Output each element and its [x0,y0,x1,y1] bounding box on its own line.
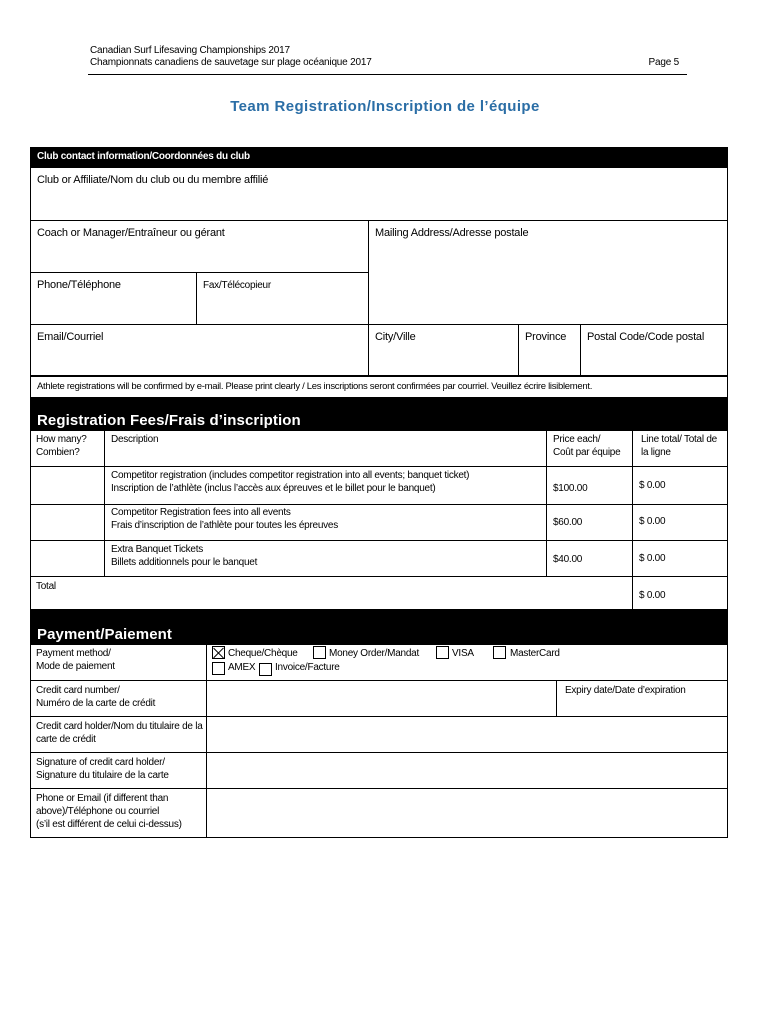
alt-contact-label-1: Phone or Email (if different than [36,793,169,804]
signature-label-fr: Signature du titulaire de la carte [36,770,169,781]
phone-field[interactable] [31,295,195,323]
fee-line-total: $ 0.00 [639,480,666,491]
fee-desc-fr: Inscription de l’athlète (inclus l’accès aux épreuves et le billet pour le banquet) [111,483,436,494]
money-order-checkbox[interactable] [313,646,326,659]
fee-line-total: $ 0.00 [639,516,666,527]
club-name-field[interactable] [31,190,727,219]
document-header [90,45,685,69]
payment-method-label-fr: Mode de paiement [36,661,115,672]
fee-desc-fr: Frais d’inscription de l’athlète pour toutes les épreuves [111,520,338,531]
visa-option-label: VISA [452,648,474,659]
email-field[interactable] [31,347,367,375]
alt-contact-label-2: above)/Téléphone ou courriel [36,806,160,817]
invoice-option-label: Invoice/Facture [275,662,340,673]
fee-desc-fr: Billets additionnels pour le banquet [111,557,258,568]
signature-label-en: Signature of credit card holder/ [36,757,165,768]
grand-total-value: $ 0.00 [639,590,666,601]
postal-code-field[interactable] [581,347,727,375]
quantity-input-banquet[interactable] [31,541,103,575]
col-price-fr: Coût par équipe [553,447,621,458]
fax-field[interactable] [197,295,367,323]
club-contact-bar [30,147,728,167]
fee-desc-en: Extra Banquet Tickets [111,544,204,555]
col-line-total-en: Line total/ Total de [641,434,717,445]
fee-desc-en: Competitor Registration fees into all events [111,507,291,518]
card-holder-label-en: Credit card holder/Nom du titulaire de la [36,721,203,732]
card-number-field[interactable] [207,681,555,715]
expiry-date-field[interactable] [557,699,727,715]
alt-contact-label-3: (s’il est différent de celui ci-dessus) [36,819,182,830]
row-divider [30,220,728,221]
fees-heading: Registration Fees/Frais d’inscription [37,412,301,429]
alt-contact-field[interactable] [207,789,727,837]
visa-checkbox[interactable] [436,646,449,659]
postal-code-label: Postal Code/Code postal [587,331,705,343]
page-title: Team Registration/Inscription de l’équipe [230,98,540,115]
email-label: Email/Courriel [37,331,104,343]
col-how-many-en: How many? [36,434,87,445]
cheque-checkbox[interactable] [212,646,225,659]
header-title-en: Canadian Surf Lifesaving Championships 2017 [90,45,290,56]
row-divider [30,324,728,325]
row-divider [30,576,728,577]
fee-desc-en: Competitor registration (includes competitor registration into all events; banquet ticket) [111,470,470,481]
payment-method-label-en: Payment method/ [36,648,111,659]
header-title-fr: Championnats canadiens de sauvetage sur plage océanique 2017 [90,57,372,68]
confirmation-note: Athlete registrations will be confirmed by e-mail. Please print clearly / Les inscriptions seront confirmées par courriel. Veuillez écrire lisiblement. [37,381,593,392]
col-divider [546,430,547,576]
money-order-option-label: Money Order/Mandat [329,648,419,659]
amex-checkbox[interactable] [212,662,225,675]
col-how-many-fr: Combien? [36,447,80,458]
fee-price: $40.00 [553,554,583,565]
row-divider [30,466,728,467]
col-divider [632,430,633,610]
amex-option-label: AMEX [228,662,256,673]
fees-bar [30,398,728,430]
coach-field[interactable] [31,243,367,271]
expiry-date-label: Expiry date/Date d’expiration [565,685,686,696]
payment-heading: Payment/Paiement [37,626,172,643]
fee-price: $60.00 [553,517,583,528]
header-divider [88,74,687,75]
total-label: Total [36,581,56,592]
mastercard-option-label: MasterCard [510,648,560,659]
province-field[interactable] [519,347,579,375]
signature-field[interactable] [207,753,727,787]
card-holder-label-fr: carte de crédit [36,734,96,745]
quantity-input-competitor[interactable] [31,467,103,503]
city-label: City/Ville [375,331,416,343]
cheque-option-label: Cheque/Chèque [228,648,298,659]
col-divider [104,430,105,576]
card-holder-field[interactable] [207,717,727,751]
mailing-address-label: Mailing Address/Adresse postale [375,227,529,239]
club-contact-heading: Club contact information/Coordonnées du club [37,151,250,162]
col-line-total-fr: la ligne [641,447,671,458]
col-price-en: Price each/ [553,434,601,445]
fax-label: Fax/Télécopieur [203,280,271,291]
card-number-label-fr: Numéro de la carte de crédit [36,698,156,709]
invoice-checkbox[interactable] [259,663,272,676]
mailing-address-field[interactable] [369,243,727,323]
row-divider [30,504,728,505]
fee-price: $100.00 [553,483,588,494]
payment-bar [30,610,728,644]
mastercard-checkbox[interactable] [493,646,506,659]
card-number-label-en: Credit card number/ [36,685,120,696]
fee-line-total: $ 0.00 [639,553,666,564]
club-name-label: Club or Affiliate/Nom du club ou du membre affilié [37,174,269,186]
page-number: Page 5 [648,57,679,68]
quantity-input-events[interactable] [31,505,103,539]
col-description: Description [111,434,159,445]
row-divider [30,540,728,541]
row-divider [30,272,368,273]
city-field[interactable] [369,347,517,375]
coach-label: Coach or Manager/Entraîneur ou gérant [37,227,225,239]
province-label: Province [525,331,567,343]
phone-label: Phone/Téléphone [37,279,121,291]
